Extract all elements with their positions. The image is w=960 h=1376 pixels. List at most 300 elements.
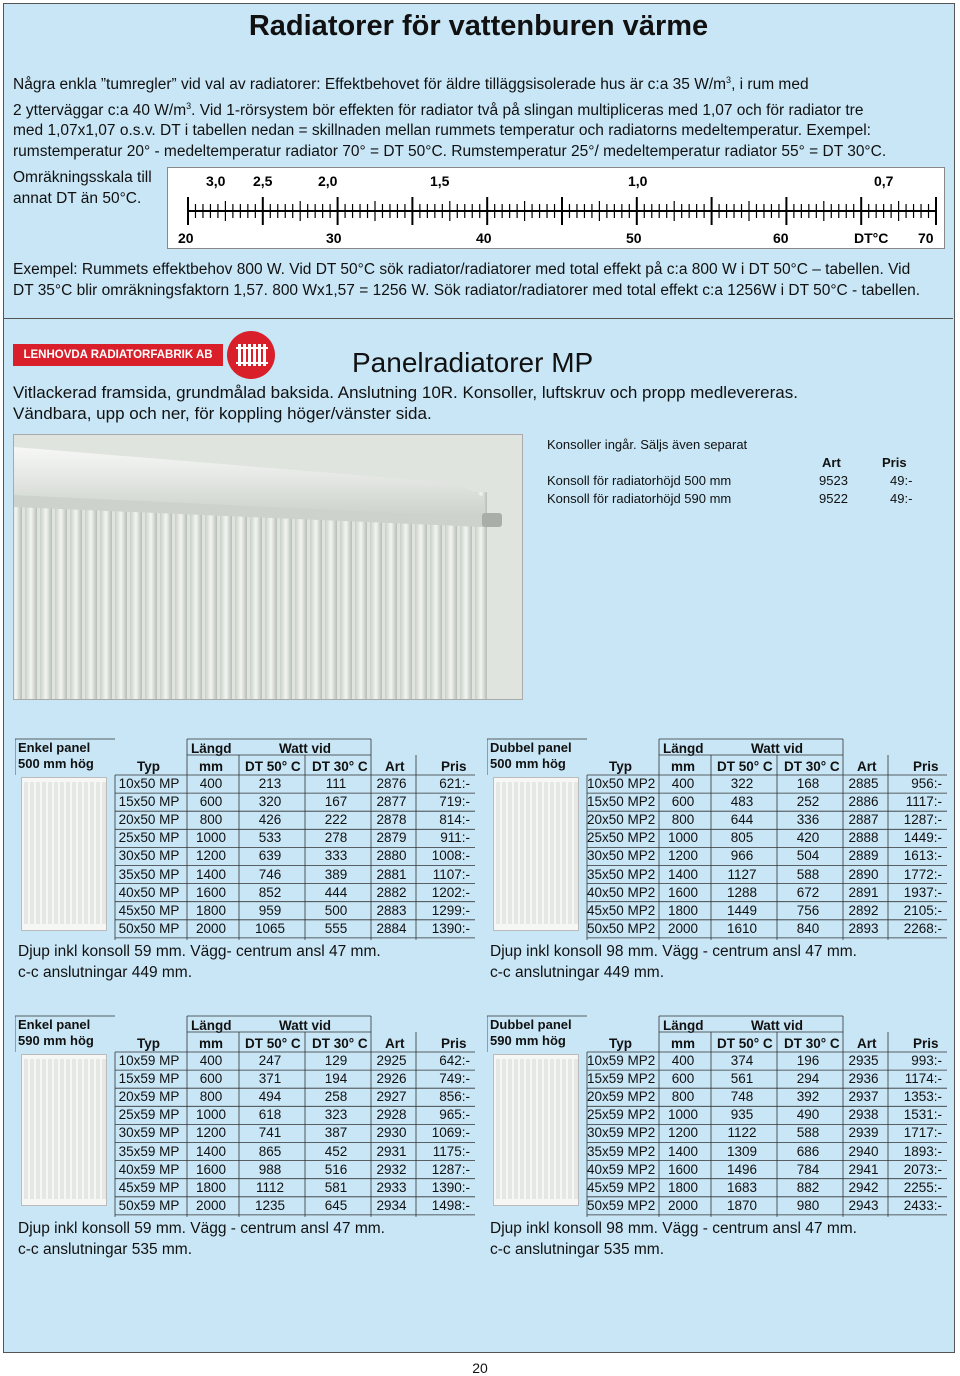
table-cell: 1717:- <box>903 1125 942 1141</box>
table-cell: 1800 <box>667 902 699 918</box>
table-cell: 20x50 MP2 <box>587 812 656 828</box>
col-header-watt: Watt vid <box>279 741 331 756</box>
scale-label-line: annat DT än 50°C. <box>13 189 142 207</box>
scale-label-line: Omräkningsskala till <box>13 169 152 186</box>
table-cell: 966 <box>730 848 754 864</box>
table-cell: 1400 <box>195 1143 227 1159</box>
table-cell: 25x50 MP2 <box>587 830 656 846</box>
conversion-scale <box>167 167 945 249</box>
table-cell: 1498:- <box>431 1197 470 1213</box>
table-cell: 111 <box>325 776 347 791</box>
table-cell: 40x50 MP <box>118 884 180 900</box>
konsoll-name: Konsoll för radiatorhöjd 500 mm <box>547 473 732 488</box>
col-header-typ: Typ <box>137 759 160 774</box>
table-cell: 194 <box>324 1071 348 1087</box>
table-cell: 800 <box>199 812 223 828</box>
table-cell: 222 <box>324 812 348 828</box>
table-cell: 1800 <box>195 1179 227 1195</box>
price-table <box>487 1014 947 1264</box>
konsoller-col-pris: Pris <box>882 455 907 470</box>
table-cell: 20x50 MP <box>118 812 180 828</box>
product-description <box>13 382 943 424</box>
table-cell: 2940 <box>848 1143 879 1159</box>
col-header-pris: Pris <box>441 1036 467 1051</box>
table-cell: 672 <box>796 884 820 900</box>
table-cell: 336 <box>796 812 820 828</box>
table-cell: 444 <box>324 884 348 900</box>
table-cell: 533 <box>258 830 282 846</box>
table-cell: 1000 <box>667 1107 699 1123</box>
table-cell: 278 <box>324 830 348 846</box>
table-cell: 935 <box>730 1107 754 1123</box>
col-header-typ: Typ <box>609 759 632 774</box>
konsoller-title: Konsoller ingår. Säljs även separat <box>547 437 748 452</box>
table-cell: 2887 <box>848 812 879 828</box>
table-cell: 1870 <box>726 1197 758 1213</box>
scale-bottom-label: 30 <box>326 230 342 246</box>
table-cell: 600 <box>671 794 695 810</box>
table-footnote: Djup inkl konsoll 98 mm. Vägg - centrum ansl 47 mm. <box>490 1219 857 1237</box>
table-cell: 2883 <box>376 902 407 918</box>
table-cell: 247 <box>258 1053 282 1068</box>
table-cell: 1107:- <box>432 866 470 882</box>
example-line: DT 35°C blir omräkningsfaktorn 1,57. 800 Wx1,57 = 1256 W. Sök radiator/radiatorer med total effekt c:a 1256W i DT 50°C - tabellen. <box>13 281 921 299</box>
table-cell: 2930 <box>376 1125 407 1141</box>
scale-bottom-label: 20 <box>178 230 194 246</box>
table-footnote: Djup inkl konsoll 98 mm. Vägg - centrum ansl 47 mm. <box>490 942 857 960</box>
col-header-dt50: DT 50° C <box>717 759 773 774</box>
table-subtitle: 500 mm hög <box>18 756 94 771</box>
table-cell: 374 <box>730 1053 754 1068</box>
table-footnote: c-c anslutningar 449 mm. <box>490 963 665 981</box>
table-footnote: Djup inkl konsoll 59 mm. Vägg - centrum ansl 47 mm. <box>18 1219 385 1237</box>
table-cell: 400 <box>671 776 695 791</box>
table-cell: 2885 <box>848 776 879 791</box>
col-header-mm: mm <box>199 1036 224 1051</box>
table-cell: 50x59 MP <box>118 1197 180 1213</box>
table-cell: 15x59 MP2 <box>587 1071 656 1087</box>
table-cell: 2941 <box>848 1161 879 1177</box>
table-subtitle: 590 mm hög <box>18 1033 94 1048</box>
table-cell: 40x50 MP2 <box>587 884 656 900</box>
table-footnote: c-c anslutningar 535 mm. <box>18 1240 193 1258</box>
table-cell: 561 <box>730 1071 754 1087</box>
table-cell: 400 <box>199 1053 223 1068</box>
table-cell: 911:- <box>440 830 470 846</box>
table-cell: 1610 <box>726 920 758 936</box>
table-cell: 805 <box>730 830 754 846</box>
col-header-mm: mm <box>199 759 224 774</box>
table-cell: 400 <box>199 776 223 791</box>
table-cell: 1122 <box>727 1125 757 1141</box>
table-cell: 2936 <box>848 1071 879 1087</box>
table-cell: 2927 <box>376 1089 407 1105</box>
example-line: Exempel: Rummets effektbehov 800 W. Vid DT 50°C sök radiator/radiatorer med total effekt på c:a 800 W i DT 50°C – tabellen. Vid <box>13 261 911 278</box>
table-title: Dubbel panel <box>490 1017 572 1032</box>
table-cell: 500 <box>324 902 348 918</box>
table-cell: 1000 <box>195 1107 227 1123</box>
col-header-dt30: DT 30° C <box>312 1036 368 1051</box>
intro-line: med 1,07x1,07 o.s.v. DT i tabellen nedan = skillnaden mellan rummets temperatur och radiatorns medeltemperatur. Exempel: <box>13 122 871 140</box>
col-header-dt50: DT 50° C <box>717 1036 773 1051</box>
table-cell: 1800 <box>667 1179 699 1195</box>
table-cell: 2000 <box>195 920 227 936</box>
table-cell: 30x50 MP2 <box>587 848 656 864</box>
table-cell: 2882 <box>376 884 407 900</box>
table-cell: 426 <box>258 812 282 828</box>
description-line: Vändbara, upp och ner, för koppling höger/vänster sida. <box>13 404 432 423</box>
table-cell: 2893 <box>848 920 879 936</box>
scale-bottom-label: 70 <box>918 230 934 246</box>
table-cell: 1000 <box>667 830 699 846</box>
table-cell: 2932 <box>376 1161 407 1177</box>
scale-bottom-label: DT°C <box>854 230 889 246</box>
table-cell: 1893:- <box>903 1143 942 1159</box>
table-cell: 15x59 MP <box>118 1071 180 1087</box>
table-cell: 639 <box>258 848 282 864</box>
intro-line: Några enkla ”tumregler” vid val av radiatorer: Effektbehovet för äldre tilläggsisolerade hus är c:a 35 W/m <box>13 76 727 94</box>
table-cell: 1353:- <box>903 1089 942 1105</box>
radiator-logo-icon <box>227 331 275 379</box>
table-cell: 581 <box>324 1179 348 1195</box>
col-header-typ: Typ <box>137 1036 160 1051</box>
table-cell: 555 <box>324 920 348 936</box>
table-subtitle: 590 mm hög <box>490 1033 566 1048</box>
table-cell: 642:- <box>439 1053 470 1068</box>
table-cell: 50x59 MP2 <box>587 1197 656 1213</box>
table-cell: 748 <box>730 1089 754 1105</box>
col-header-dt30: DT 30° C <box>312 759 368 774</box>
table-cell: 2931 <box>376 1143 407 1159</box>
table-cell: 2876 <box>376 776 407 791</box>
table-cell: 1008:- <box>431 848 470 864</box>
table-cell: 956:- <box>911 776 942 791</box>
page-title: Radiatorer för vattenburen värme <box>248 10 709 42</box>
table-cell: 15x50 MP <box>118 794 180 810</box>
scale-label <box>13 168 173 209</box>
table-cell: 1069:- <box>431 1125 470 1141</box>
table-cell: 2888 <box>848 830 879 846</box>
table-cell: 2942 <box>848 1179 879 1195</box>
table-cell: 387 <box>324 1125 348 1141</box>
table-footnote: c-c anslutningar 535 mm. <box>490 1240 665 1258</box>
table-cell: 389 <box>324 866 348 882</box>
table-cell: 294 <box>796 1071 820 1087</box>
table-subtitle: 500 mm hög <box>490 756 566 771</box>
table-cell: 30x59 MP2 <box>587 1125 656 1141</box>
col-header-mm: mm <box>671 1036 696 1051</box>
table-cell: 965:- <box>439 1107 470 1123</box>
table-cell: 1449 <box>726 902 758 918</box>
table-cell: 2073:- <box>903 1161 942 1177</box>
table-cell: 320 <box>258 794 282 810</box>
table-cell: 2937 <box>848 1089 879 1105</box>
table-cell: 756 <box>796 902 820 918</box>
table-cell: 959 <box>258 902 282 918</box>
col-header-art: Art <box>857 759 877 774</box>
col-header-art: Art <box>857 1036 877 1051</box>
table-cell: 784 <box>796 1161 820 1177</box>
table-cell: 814:- <box>439 812 470 828</box>
table-cell: 1000 <box>195 830 227 846</box>
table-cell: 1287:- <box>431 1161 470 1177</box>
table-cell: 1200 <box>667 848 699 864</box>
table-cell: 2000 <box>195 1197 227 1213</box>
intro-line: , i rum med <box>731 76 809 94</box>
table-cell: 2268:- <box>903 920 942 936</box>
superscript: 3 <box>186 100 192 111</box>
table-cell: 1400 <box>195 866 227 882</box>
intro-text <box>13 70 948 162</box>
table-title: Enkel panel <box>18 740 91 755</box>
konsoll-art: 9522 <box>819 491 848 506</box>
table-cell: 2925 <box>376 1053 407 1068</box>
product-title: Panelradiatorer MP <box>352 347 594 378</box>
table-cell: 35x59 MP2 <box>587 1143 656 1159</box>
table-cell: 800 <box>671 812 695 828</box>
table-cell: 2879 <box>376 830 407 846</box>
table-cell: 2934 <box>376 1197 407 1213</box>
table-cell: 196 <box>796 1053 820 1068</box>
table-cell: 852 <box>258 884 282 900</box>
col-header-typ: Typ <box>609 1036 632 1051</box>
table-cell: 1202:- <box>431 884 470 900</box>
table-cell: 1531:- <box>903 1107 942 1123</box>
table-cell: 35x50 MP <box>118 866 180 882</box>
price-table <box>15 737 475 987</box>
konsoll-pris: 49:- <box>890 473 913 488</box>
konsoll-art: 9523 <box>819 473 848 488</box>
table-cell: 1600 <box>667 1161 699 1177</box>
table-cell: 882 <box>796 1179 820 1195</box>
brand-banner: LENHOVDA RADIATORFABRIK AB <box>13 344 223 366</box>
table-cell: 2878 <box>376 812 407 828</box>
table-cell: 980 <box>796 1197 820 1213</box>
table-cell: 1390:- <box>431 1179 470 1195</box>
table-cell: 1390:- <box>431 920 470 936</box>
page-frame <box>3 3 955 1353</box>
table-cell: 10x59 MP2 <box>587 1053 656 1068</box>
table-title: Dubbel panel <box>490 740 572 755</box>
col-header-pris: Pris <box>913 1036 939 1051</box>
table-cell: 322 <box>730 776 754 791</box>
col-header-langd: Längd <box>663 741 704 756</box>
intro-line: . Vid 1-rörsystem bör effekten för radiator två på slingan multipliceras med 1,07 och för radiator tre <box>191 101 864 119</box>
table-cell: 856:- <box>439 1089 470 1105</box>
table-cell: 45x59 MP2 <box>587 1179 656 1195</box>
table-cell: 600 <box>199 1071 223 1087</box>
table-cell: 1772:- <box>903 866 942 882</box>
table-cell: 2881 <box>376 866 407 882</box>
table-cell: 719:- <box>439 794 470 810</box>
table-cell: 25x59 MP <box>118 1107 180 1123</box>
table-cell: 10x50 MP2 <box>587 776 656 791</box>
table-cell: 1175:- <box>432 1143 470 1159</box>
table-cell: 2105:- <box>903 902 942 918</box>
scale-top-label: 2,0 <box>318 173 338 189</box>
table-cell: 1299:- <box>431 902 470 918</box>
table-cell: 45x59 MP <box>118 1179 180 1195</box>
scale-bottom-label: 40 <box>476 230 492 246</box>
table-cell: 988 <box>258 1161 282 1177</box>
table-cell: 167 <box>324 794 348 810</box>
table-cell: 129 <box>324 1053 348 1068</box>
superscript: 3 <box>726 75 732 85</box>
table-cell: 2892 <box>848 902 879 918</box>
table-cell: 168 <box>796 776 820 791</box>
page-number: 20 <box>472 1360 488 1376</box>
scale-top-label: 2,5 <box>253 173 273 189</box>
intro-line: rumstemperatur 20° - medeltemperatur radiator 70° = DT 50°C. Rumstemperatur 25°/ medeltemperatur radiator 55° = DT 30°C. <box>13 142 887 160</box>
table-cell: 2886 <box>848 794 879 810</box>
table-cell: 20x59 MP <box>118 1089 180 1105</box>
table-cell: 400 <box>671 1053 695 1068</box>
table-cell: 2880 <box>376 848 407 864</box>
konsoll-name: Konsoll för radiatorhöjd 590 mm <box>547 491 732 506</box>
col-header-watt: Watt vid <box>751 741 803 756</box>
table-cell: 1174:- <box>904 1071 942 1087</box>
intro-section <box>4 4 953 319</box>
table-cell: 40x59 MP2 <box>587 1161 656 1177</box>
table-cell: 686 <box>796 1143 820 1159</box>
table-cell: 50x50 MP2 <box>587 920 656 936</box>
table-cell: 1600 <box>195 884 227 900</box>
col-header-watt: Watt vid <box>279 1018 331 1033</box>
table-cell: 258 <box>324 1089 348 1105</box>
table-cell: 993:- <box>911 1053 942 1068</box>
table-cell: 1496 <box>726 1161 758 1177</box>
scale-bottom-label: 60 <box>773 230 789 246</box>
table-cell: 749:- <box>439 1071 470 1087</box>
table-cell: 2433:- <box>903 1197 942 1213</box>
scale-top-label: 1,5 <box>430 173 450 189</box>
table-cell: 800 <box>199 1089 223 1105</box>
table-cell: 644 <box>730 812 754 828</box>
table-cell: 1112 <box>255 1179 285 1195</box>
table-cell: 741 <box>258 1125 282 1141</box>
scale-top-label: 3,0 <box>206 173 226 189</box>
table-cell: 392 <box>796 1089 820 1105</box>
table-cell: 371 <box>258 1071 282 1087</box>
example-text <box>13 260 948 301</box>
table-cell: 452 <box>324 1143 348 1159</box>
radiator-photo <box>13 434 523 700</box>
table-cell: 45x50 MP <box>118 902 180 918</box>
col-header-dt30: DT 30° C <box>784 759 840 774</box>
table-cell: 1400 <box>667 866 699 882</box>
table-cell: 1127 <box>727 866 757 882</box>
table-cell: 490 <box>796 1107 820 1123</box>
table-cell: 1400 <box>667 1143 699 1159</box>
table-cell: 1200 <box>195 1125 227 1141</box>
table-cell: 1287:- <box>903 812 942 828</box>
table-cell: 2938 <box>848 1107 879 1123</box>
table-cell: 420 <box>796 830 820 846</box>
table-cell: 1613:- <box>903 848 942 864</box>
table-cell: 1065 <box>254 920 286 936</box>
table-cell: 645 <box>324 1197 348 1213</box>
table-cell: 333 <box>324 848 348 864</box>
table-cell: 588 <box>796 1125 820 1141</box>
table-cell: 2891 <box>848 884 879 900</box>
table-cell: 30x59 MP <box>118 1125 180 1141</box>
col-header-watt: Watt vid <box>751 1018 803 1033</box>
table-cell: 483 <box>730 794 754 810</box>
table-cell: 35x59 MP <box>118 1143 180 1159</box>
scale-top-label: 1,0 <box>628 173 648 189</box>
table-cell: 50x50 MP <box>118 920 180 936</box>
table-cell: 2935 <box>848 1053 879 1068</box>
table-cell: 2933 <box>376 1179 407 1195</box>
intro-line: 2 ytterväggar c:a 40 W/m <box>13 101 187 119</box>
table-cell: 2939 <box>848 1125 879 1141</box>
col-header-art: Art <box>385 1036 405 1051</box>
table-footnote: Djup inkl konsoll 59 mm. Vägg- centrum ansl 47 mm. <box>18 942 381 960</box>
table-cell: 35x50 MP2 <box>587 866 656 882</box>
table-cell: 1200 <box>195 848 227 864</box>
table-cell: 2928 <box>376 1107 407 1123</box>
table-cell: 840 <box>796 920 820 936</box>
konsoll-pris: 49:- <box>890 491 913 506</box>
table-cell: 213 <box>258 776 282 791</box>
table-cell: 600 <box>671 1071 695 1087</box>
table-cell: 1600 <box>667 884 699 900</box>
conversion-scale-graphic <box>168 168 944 248</box>
col-header-langd: Längd <box>191 741 232 756</box>
col-header-langd: Längd <box>191 1018 232 1033</box>
konsoller-col-art: Art <box>822 455 841 470</box>
table-cell: 2926 <box>376 1071 407 1087</box>
table-title: Enkel panel <box>18 1017 91 1032</box>
table-cell: 494 <box>258 1089 282 1105</box>
scale-bottom-label: 50 <box>626 230 642 246</box>
price-table <box>15 1014 475 1264</box>
table-cell: 621:- <box>439 776 470 791</box>
col-header-art: Art <box>385 759 405 774</box>
table-cell: 1235 <box>254 1197 286 1213</box>
table-cell: 1309 <box>726 1143 758 1159</box>
price-table <box>487 737 947 987</box>
col-header-dt50: DT 50° C <box>245 759 301 774</box>
table-cell: 1200 <box>667 1125 699 1141</box>
table-cell: 30x50 MP <box>118 848 180 864</box>
table-cell: 10x59 MP <box>118 1053 180 1068</box>
table-cell: 2000 <box>667 1197 699 1213</box>
table-cell: 20x59 MP2 <box>587 1089 656 1105</box>
table-cell: 25x50 MP <box>118 830 180 846</box>
table-cell: 1800 <box>195 902 227 918</box>
table-cell: 40x59 MP <box>118 1161 180 1177</box>
table-cell: 1288 <box>726 884 758 900</box>
table-cell: 2889 <box>848 848 879 864</box>
table-cell: 746 <box>258 866 282 882</box>
table-cell: 25x59 MP2 <box>587 1107 656 1123</box>
table-cell: 2000 <box>667 920 699 936</box>
col-header-pris: Pris <box>441 759 467 774</box>
table-cell: 1683 <box>726 1179 758 1195</box>
table-cell: 2943 <box>848 1197 879 1213</box>
table-cell: 2884 <box>376 920 407 936</box>
col-header-dt50: DT 50° C <box>245 1036 301 1051</box>
table-cell: 45x50 MP2 <box>587 902 656 918</box>
radiator-photo-graphic <box>14 435 522 699</box>
table-cell: 10x50 MP <box>118 776 180 791</box>
table-cell: 323 <box>324 1107 348 1123</box>
table-cell: 2890 <box>848 866 879 882</box>
table-cell: 2255:- <box>903 1179 942 1195</box>
table-cell: 1449:- <box>903 830 942 846</box>
col-header-pris: Pris <box>913 759 939 774</box>
